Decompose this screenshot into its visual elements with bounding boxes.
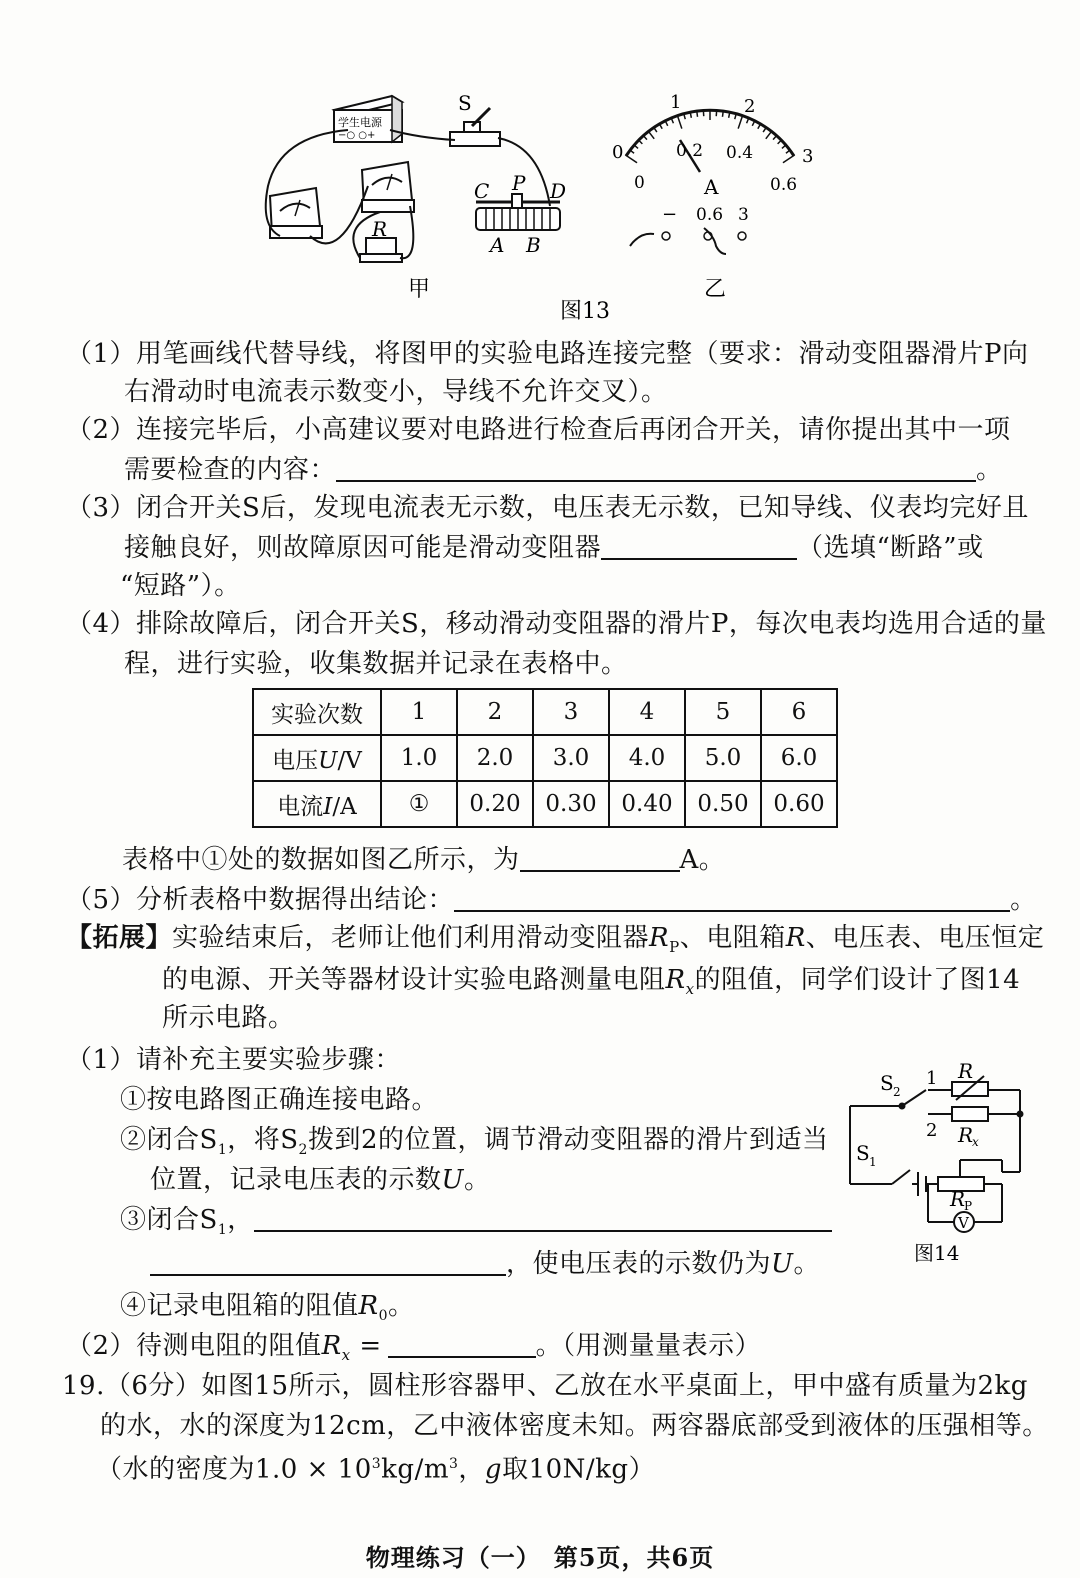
table-cell: 实验次数 <box>253 689 381 735</box>
table-cell: ① <box>381 781 457 827</box>
q3-line3: “短路”）。 <box>120 571 241 601</box>
dial-tick <box>722 111 723 117</box>
svg-text:−: − <box>662 204 678 225</box>
dial-tick <box>697 111 698 117</box>
q4-line1: （4）排除故障后，闭合开关S，移动滑动变阻器的滑片P，每次电表均选用合适的量 <box>66 609 1047 639</box>
svg-text:R: R <box>958 1060 974 1083</box>
q2-answer-blank[interactable] <box>336 454 976 482</box>
svg-text:1: 1 <box>670 92 682 113</box>
q3-answer-blank[interactable] <box>601 532 797 560</box>
q19-line1: 19.（6分）如图15所示，圆柱形容器甲、乙放在水平桌面上，甲中盛有质量为2kg <box>62 1371 1028 1401</box>
switch-icon <box>450 91 500 146</box>
figure-13 <box>250 86 830 326</box>
extension-line1: 【拓展】实验结束后，老师让他们利用滑动变阻器$R_P$、电阻箱R、电压表、电压恒定 <box>66 923 1045 957</box>
svg-text:B: B <box>526 233 541 257</box>
q2-line2: 需要检查的内容： 。 <box>124 455 1003 485</box>
ext-step1: ①按电路图正确连接电路。 <box>120 1085 439 1115</box>
svg-text:2: 2 <box>744 96 756 117</box>
table-cell: 5 <box>685 689 761 735</box>
figure-14-drawing <box>842 1060 1042 1270</box>
q4-line2: 程，进行实验，收集数据并记录在表格中。 <box>124 649 628 679</box>
table-cell: 1.0 <box>381 735 457 781</box>
resistor-icon <box>360 217 402 262</box>
ext-step3-line2: ，使电压表的示数仍为U。 <box>150 1246 820 1282</box>
table-cell: 3.0 <box>533 735 609 781</box>
svg-text:0.6: 0.6 <box>770 175 798 195</box>
svg-text:2: 2 <box>893 1085 901 1099</box>
svg-text:1: 1 <box>869 1155 877 1169</box>
ext-q2-line: （2）待测电阻的阻值$R_x$ = 。（用测量量表示） <box>66 1331 762 1365</box>
svg-text:R: R <box>958 1123 974 1147</box>
table-cell: 2 <box>457 689 533 735</box>
figure-14 <box>842 1060 1042 1270</box>
figure-13-drawing <box>250 86 830 326</box>
q1-line2: 右滑动时电流表示数变小，导线不允许交叉）。 <box>124 377 668 407</box>
svg-text:P: P <box>512 171 526 195</box>
q3-line2: 接触良好，则故障原因可能是滑动变阻器 （选填“断路”或 <box>124 533 984 563</box>
svg-text:V: V <box>958 1214 969 1232</box>
ext-q1-line: （1）请补充主要实验步骤： <box>66 1045 402 1075</box>
ext-step2-line1: ②闭合$S_1$，将$S_2$拨到2的位置，调节滑动变阻器的滑片到适当 <box>120 1125 829 1159</box>
ext-step4: ④记录电阻箱的阻值$R_0$。 <box>120 1291 415 1325</box>
svg-text:学生电源: 学生电源 <box>338 116 382 129</box>
table-cell: 3 <box>533 689 609 735</box>
ext-q2-answer-blank[interactable] <box>388 1330 536 1358</box>
page-footer: 物理练习（一） 第5页，共6页 <box>365 1543 715 1572</box>
ext-step3-blank-1[interactable] <box>254 1204 832 1232</box>
table-cell: 1 <box>381 689 457 735</box>
svg-text:0.6: 0.6 <box>696 205 724 225</box>
svg-text:C: C <box>474 179 490 203</box>
ext-step3-line1: ③闭合$S_1$， <box>120 1202 832 1248</box>
ext-step3-blank-2[interactable] <box>150 1248 506 1276</box>
q19-line2: 的水，水的深度为12cm，乙中液体密度未知。两容器底部受到液体的压强相等。 <box>100 1411 1049 1441</box>
svg-text:2: 2 <box>926 1120 938 1141</box>
svg-text:3: 3 <box>802 146 814 167</box>
q19-line3: （水的密度为$1.0 \times 10^3kg/m^3$，g取10N/kg） <box>96 1454 656 1485</box>
table-cell: 0.40 <box>609 781 685 827</box>
extension-line3: 所示电路。 <box>162 1003 295 1033</box>
svg-text:A: A <box>704 175 719 199</box>
ammeter-dial <box>612 92 813 302</box>
dial-tick <box>738 115 742 128</box>
table-row-voltage <box>253 735 837 781</box>
table-cell: 4 <box>609 689 685 735</box>
svg-text:S: S <box>856 1141 870 1165</box>
q1-line1: （1）用笔画线代替导线，将图甲的实验电路连接完整（要求：滑动变阻器滑片P向 <box>66 339 1029 369</box>
table-cell: 0.60 <box>761 781 837 827</box>
meter-left-icon <box>270 188 322 238</box>
q4-after-table: 表格中①处的数据如图乙所示，为 A。 <box>122 845 726 875</box>
table-cell: 4.0 <box>609 735 685 781</box>
table-cell: 6 <box>761 689 837 735</box>
label-jia: 甲 <box>408 277 431 302</box>
figure-14-caption: 图14 <box>914 1241 960 1265</box>
table-row-current <box>253 781 837 827</box>
table-cell: 6.0 <box>761 735 837 781</box>
dial-tick <box>783 155 795 163</box>
rheostat-icon <box>474 171 566 257</box>
dial-tick <box>648 131 654 139</box>
q3-line1: （3）闭合开关S后，发现电流表无示数，电压表无示数，已知导线、仪表均完好且 <box>66 493 1029 523</box>
data-table <box>252 688 838 828</box>
dial-tick <box>625 155 637 163</box>
svg-text:D: D <box>550 179 567 203</box>
svg-text:1: 1 <box>926 1068 938 1089</box>
svg-text:A: A <box>490 233 505 257</box>
svg-text:0.2: 0.2 <box>676 141 704 161</box>
q5-answer-blank[interactable] <box>454 884 1010 912</box>
meter-middle-icon <box>362 162 414 212</box>
table-cell: 0.20 <box>457 781 533 827</box>
svg-text:P: P <box>964 1199 973 1213</box>
power-supply-icon <box>334 96 402 142</box>
q4-answer-blank[interactable] <box>520 844 680 872</box>
ext-step2-line2: 位置，记录电压表的示数U。 <box>150 1165 491 1195</box>
svg-text:0.4: 0.4 <box>726 143 754 163</box>
table-cell-current-label: 电流I/A <box>253 781 381 827</box>
table-cell: 0.50 <box>685 781 761 827</box>
svg-text:−○ ○+: −○ ○+ <box>338 130 376 141</box>
svg-text:S: S <box>458 91 472 115</box>
svg-text:R: R <box>372 217 388 241</box>
svg-text:S: S <box>880 1071 894 1095</box>
q2-line1: （2）连接完毕后，小高建议要对电路进行检查后再闭合开关，请你提出其中一项 <box>66 415 1011 445</box>
table-cell: 5.0 <box>685 735 761 781</box>
svg-text:R: R <box>950 1187 966 1211</box>
svg-text:3: 3 <box>738 205 749 225</box>
extension-line2: 的电源、开关等器材设计实验电路测量电阻$R_x$的阻值，同学们设计了图14 <box>162 965 1021 999</box>
q5-line: （5）分析表格中数据得出结论： 。 <box>66 885 1037 915</box>
svg-text:0: 0 <box>634 173 645 193</box>
dial-tick <box>677 115 681 128</box>
label-yi: 乙 <box>704 277 727 302</box>
table-row-header <box>253 689 837 735</box>
svg-text:0: 0 <box>612 142 624 163</box>
table-cell: 2.0 <box>457 735 533 781</box>
figure-13-caption: 图13 <box>560 299 610 324</box>
dial-tick <box>766 131 772 139</box>
table-cell: 0.30 <box>533 781 609 827</box>
table-cell-voltage-label: 电压U/V <box>253 735 381 781</box>
svg-text:x: x <box>972 1135 979 1149</box>
